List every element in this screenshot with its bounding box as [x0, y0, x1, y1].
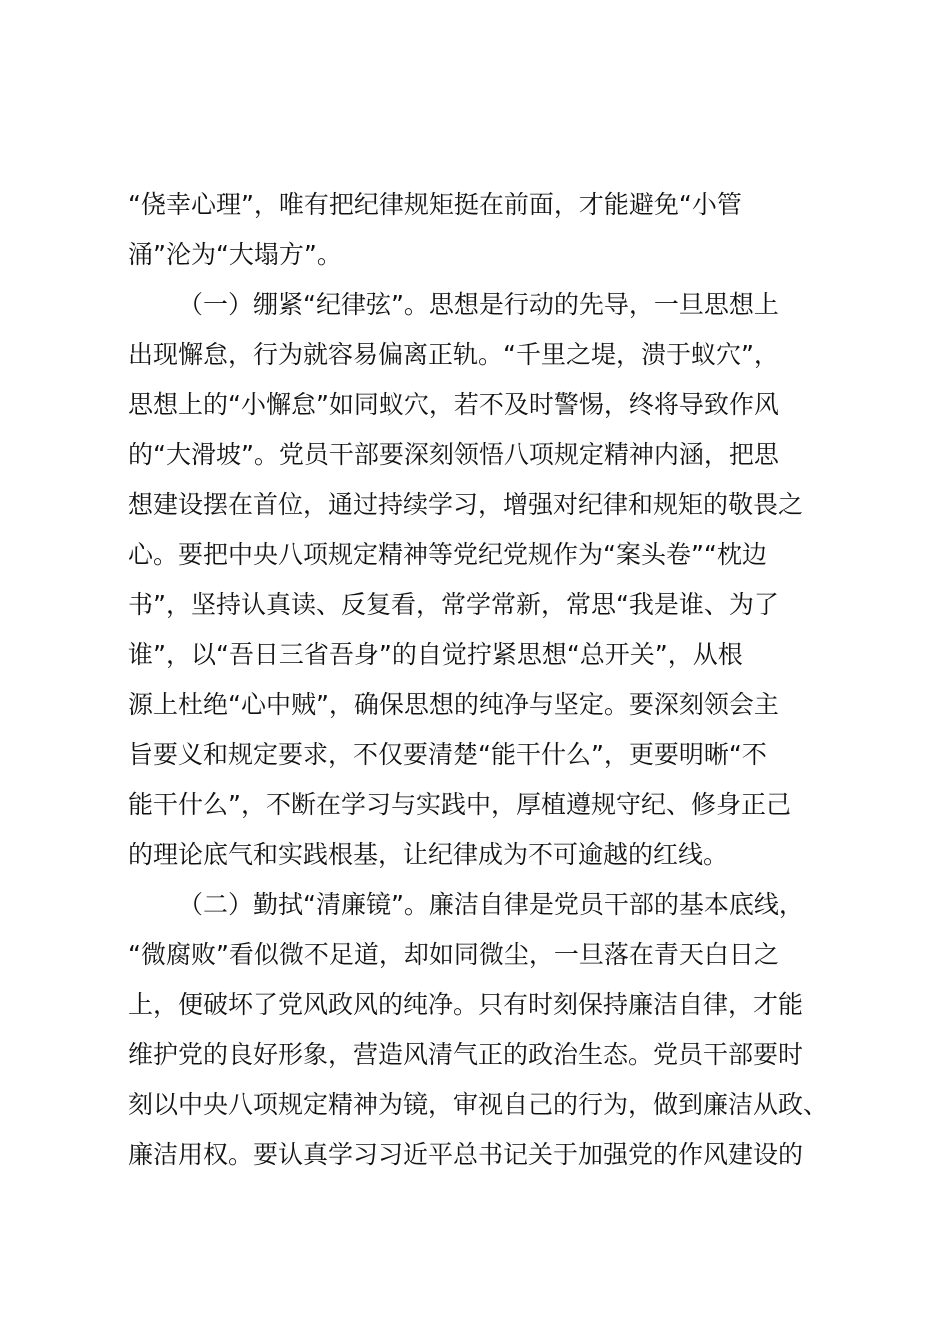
text-line: 刻以中央八项规定精神为镜，审视自己的行为，做到廉洁从政、	[128, 1090, 829, 1119]
text-line: 源上杜绝“心中贼”，确保思想的纯净与坚定。要深刻领会主	[128, 690, 779, 719]
text-line: 的理论底气和实践根基，让纪律成为不可逾越的红线。	[128, 840, 729, 869]
text-line: 想建设摆在首位，通过持续学习，增强对纪律和规矩的敬畏之	[128, 490, 804, 519]
text-line: 谁”，以“吾日三省吾身”的自觉拧紧思想“总开关”，从根	[128, 640, 743, 669]
text-line: 能干什么”，不断在学习与实践中，厚植遵规守纪、修身正己	[128, 790, 791, 819]
text-line: “侥幸心理”，唯有把纪律规矩挺在前面，才能避免“小管	[128, 190, 742, 219]
text-line: 涌”沦为“大塌方”。	[128, 240, 342, 269]
section-heading-line: （二）勤拭“清廉镜”。廉洁自律是党员干部的基本底线，	[178, 890, 804, 919]
text-line: 廉洁用权。要认真学习习近平总书记关于加强党的作风建设的	[128, 1140, 804, 1169]
text-line: 上，便破坏了党风政风的纯净。只有时刻保持廉洁自律，才能	[128, 990, 804, 1019]
text-line: “微腐败”看似微不足道，却如同微尘，一旦落在青天白日之	[128, 940, 779, 969]
text-line: 思想上的“小懈怠”如同蚁穴，若不及时警惕，终将导致作风	[128, 390, 779, 419]
text-line: 心。要把中央八项规定精神等党纪党规作为“案头卷”“枕边	[128, 540, 767, 569]
text-line: 旨要义和规定要求，不仅要清楚“能干什么”，更要明晰“不	[128, 740, 767, 769]
text-line: 的“大滑坡”。党员干部要深刻领悟八项规定精神内涵，把思	[128, 440, 779, 469]
text-line: 出现懈怠，行为就容易偏离正轨。“千里之堤，溃于蚁穴”，	[128, 340, 779, 369]
section-heading-line: （一）绷紧“纪律弦”。思想是行动的先导，一旦思想上	[178, 290, 779, 319]
text-line: 维护党的良好形象，营造风清气正的政治生态。党员干部要时	[128, 1040, 804, 1069]
text-line: 书”，坚持认真读、反复看，常学常新，常思“我是谁、为了	[128, 590, 779, 619]
